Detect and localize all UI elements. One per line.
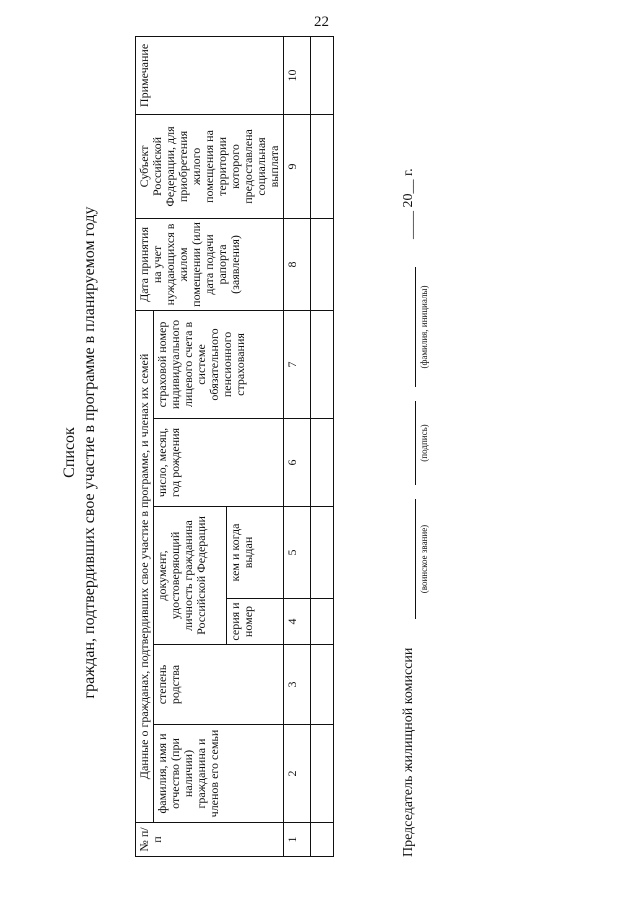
sign-line (415, 401, 416, 485)
sign-caption: (подпись) (419, 424, 429, 462)
header-issued: кем и когда выдан (227, 507, 284, 599)
column-number: 7 (284, 310, 311, 418)
signature-block (395, 37, 455, 857)
header-series: серия и номер (227, 599, 284, 645)
header-birth: число, месяц, год рождения (154, 419, 284, 507)
column-number: 6 (284, 419, 311, 507)
empty-cell (311, 507, 334, 599)
header-note: Примечание (136, 36, 284, 114)
header-document: документ, удостоверяющий личность гражданина Российской Федерации (154, 507, 227, 645)
column-number: 2 (284, 725, 311, 823)
rank-caption: (воинское звание) (419, 524, 429, 594)
empty-cell (311, 599, 334, 645)
name-line (415, 267, 416, 387)
column-number: 3 (284, 645, 311, 725)
empty-cell (311, 419, 334, 507)
empty-cell (311, 725, 334, 823)
header-name: фамилия, имя и отчество (при наличии) гражданина и членов его семьи (154, 725, 284, 823)
header-num: № п/п (136, 823, 284, 857)
rank-line (415, 499, 416, 619)
column-number: 5 (284, 507, 311, 599)
header-group: Данные о гражданах, подтвердивших свое участие в программе, и членах их семей (136, 310, 154, 822)
column-number: 10 (284, 36, 311, 114)
page-number: 22 (314, 14, 329, 30)
header-snils: страховой номер индивидуального лицевого счета в системе обязательного пенсионного страхования (154, 310, 284, 418)
document-subtitle: граждан, подтвердивших свое участие в программе в планируемом году (81, 206, 98, 699)
column-number: 4 (284, 599, 311, 645)
column-number: 1 (284, 823, 311, 857)
empty-cell (311, 218, 334, 310)
chairman-label: Председатель жилищной комиссии (401, 647, 416, 857)
header-date: Дата принятия на учет нуждающихся в жилом помещении (или дата подачи рапорта (заявления) (136, 218, 284, 310)
date-text: ____ 20__ г. (401, 168, 416, 239)
document-title: Список (61, 427, 78, 478)
empty-cell (311, 823, 334, 857)
header-relation: степень родства (154, 645, 284, 725)
empty-cell (311, 114, 334, 218)
empty-cell (311, 36, 334, 114)
empty-cell (311, 645, 334, 725)
column-number: 8 (284, 218, 311, 310)
header-subject: Субъект Российской Федерации, для приобретения жилого помещения на территории которого предоставлена социальная выплата (136, 114, 284, 218)
citizens-table (135, 36, 334, 857)
column-number: 9 (284, 114, 311, 218)
empty-cell (311, 310, 334, 418)
title-block (60, 0, 100, 905)
name-caption: (фамилия, инициалы) (419, 285, 429, 369)
